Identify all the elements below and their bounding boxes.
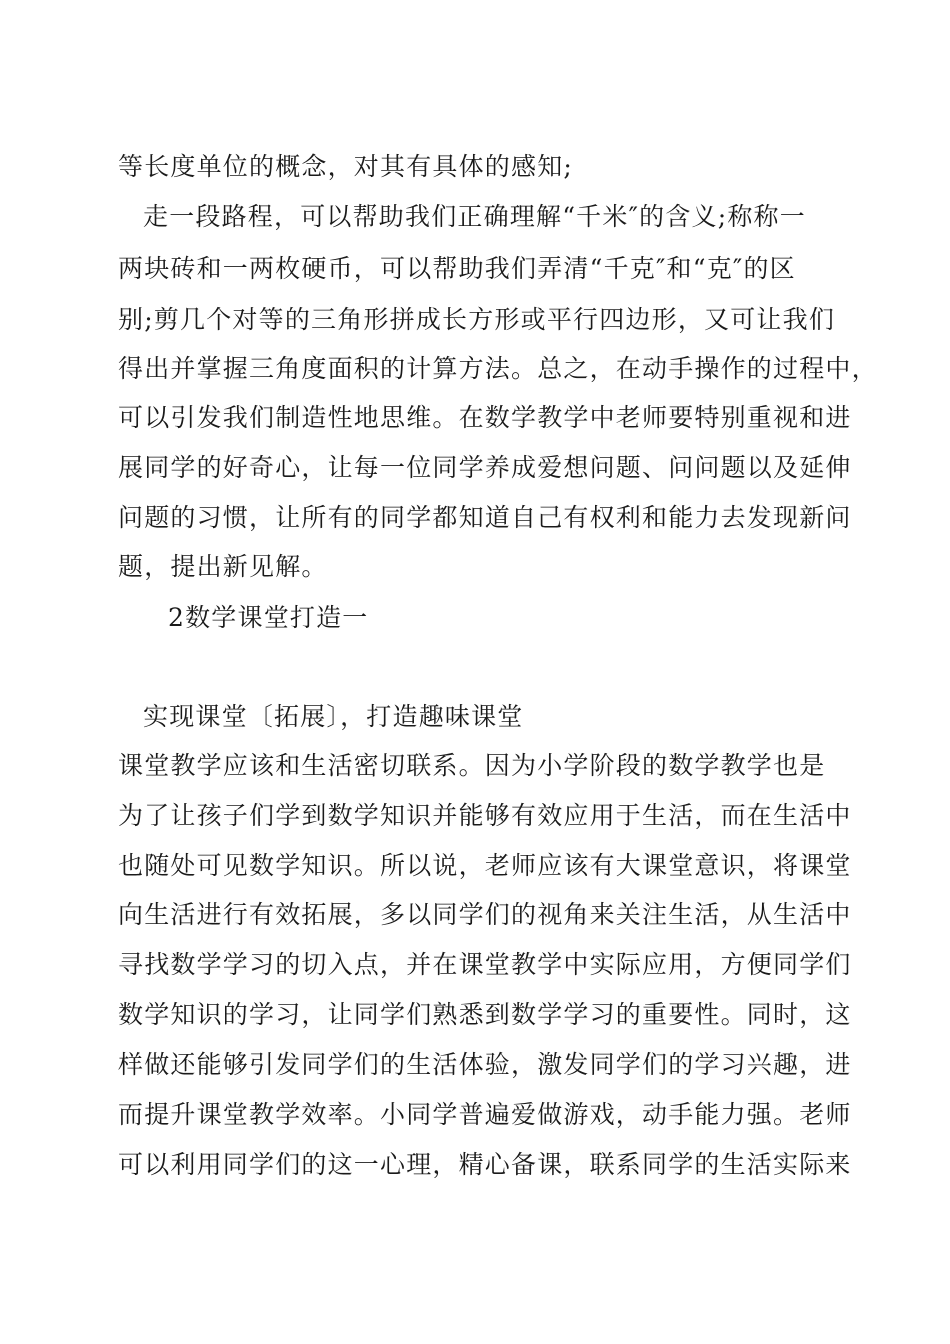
text-line: 可以引发我们制造性地思维。在数学教学中老师要特别重视和进 (118, 403, 852, 432)
text-line: 为了让孩子们学到数学知识并能够有效应用于生活，而在生活中 (118, 801, 852, 830)
text-line: 而提升课堂教学效率。小同学普遍爱做游戏，动手能力强。老师 (118, 1100, 852, 1129)
text-line: 走一段路程，可以帮助我们正确理解“千米″的含义;称称一 (143, 202, 806, 231)
text-line: 向生活进行有效拓展，多以同学们的视角来关注生活，从生活中 (118, 900, 852, 929)
text-line: 数学知识的学习，让同学们熟悉到数学学习的重要性。同时，这 (118, 1000, 852, 1029)
text-line: 也随处可见数学知识。所以说，老师应该有大课堂意识，将课堂 (118, 851, 852, 880)
text-line: 题，提出新见解。 (118, 552, 328, 581)
text-line: 等长度单位的概念，对其有具体的感知; (118, 152, 574, 181)
text-line: 可以利用同学们的这一心理，精心备课，联系同学的生活实际来 (118, 1150, 852, 1179)
text-line: 样做还能够引发同学们的生活体验，激发同学们的学习兴趣，进 (118, 1050, 852, 1079)
text-line: 寻找数学学习的切入点，并在课堂教学中实际应用，方便同学们 (118, 950, 852, 979)
text-line: 别;剪几个对等的三角形拼成长方形或平行四边形，又可让我们 (118, 305, 836, 334)
text-line: 得出并掌握三角度面积的计算方法。总之，在动手操作的过程中， (118, 354, 878, 383)
text-line: 课堂教学应该和生活密切联系。因为小学阶段的数学教学也是 (118, 751, 826, 780)
section-heading: 2数学课堂打造一 (168, 603, 369, 632)
text-line: 两块砖和一两枚硬币，可以帮助我们弄清“千克″和“克″的区 (118, 254, 796, 283)
subsection-heading: 实现课堂〔拓展〕，打造趣味课堂 (143, 702, 524, 731)
text-line: 展同学的好奇心，让每一位同学养成爱想问题、问问题以及延伸 (118, 453, 852, 482)
text-line: 问题的习惯，让所有的同学都知道自己有权利和能力去发现新问 (118, 503, 852, 532)
